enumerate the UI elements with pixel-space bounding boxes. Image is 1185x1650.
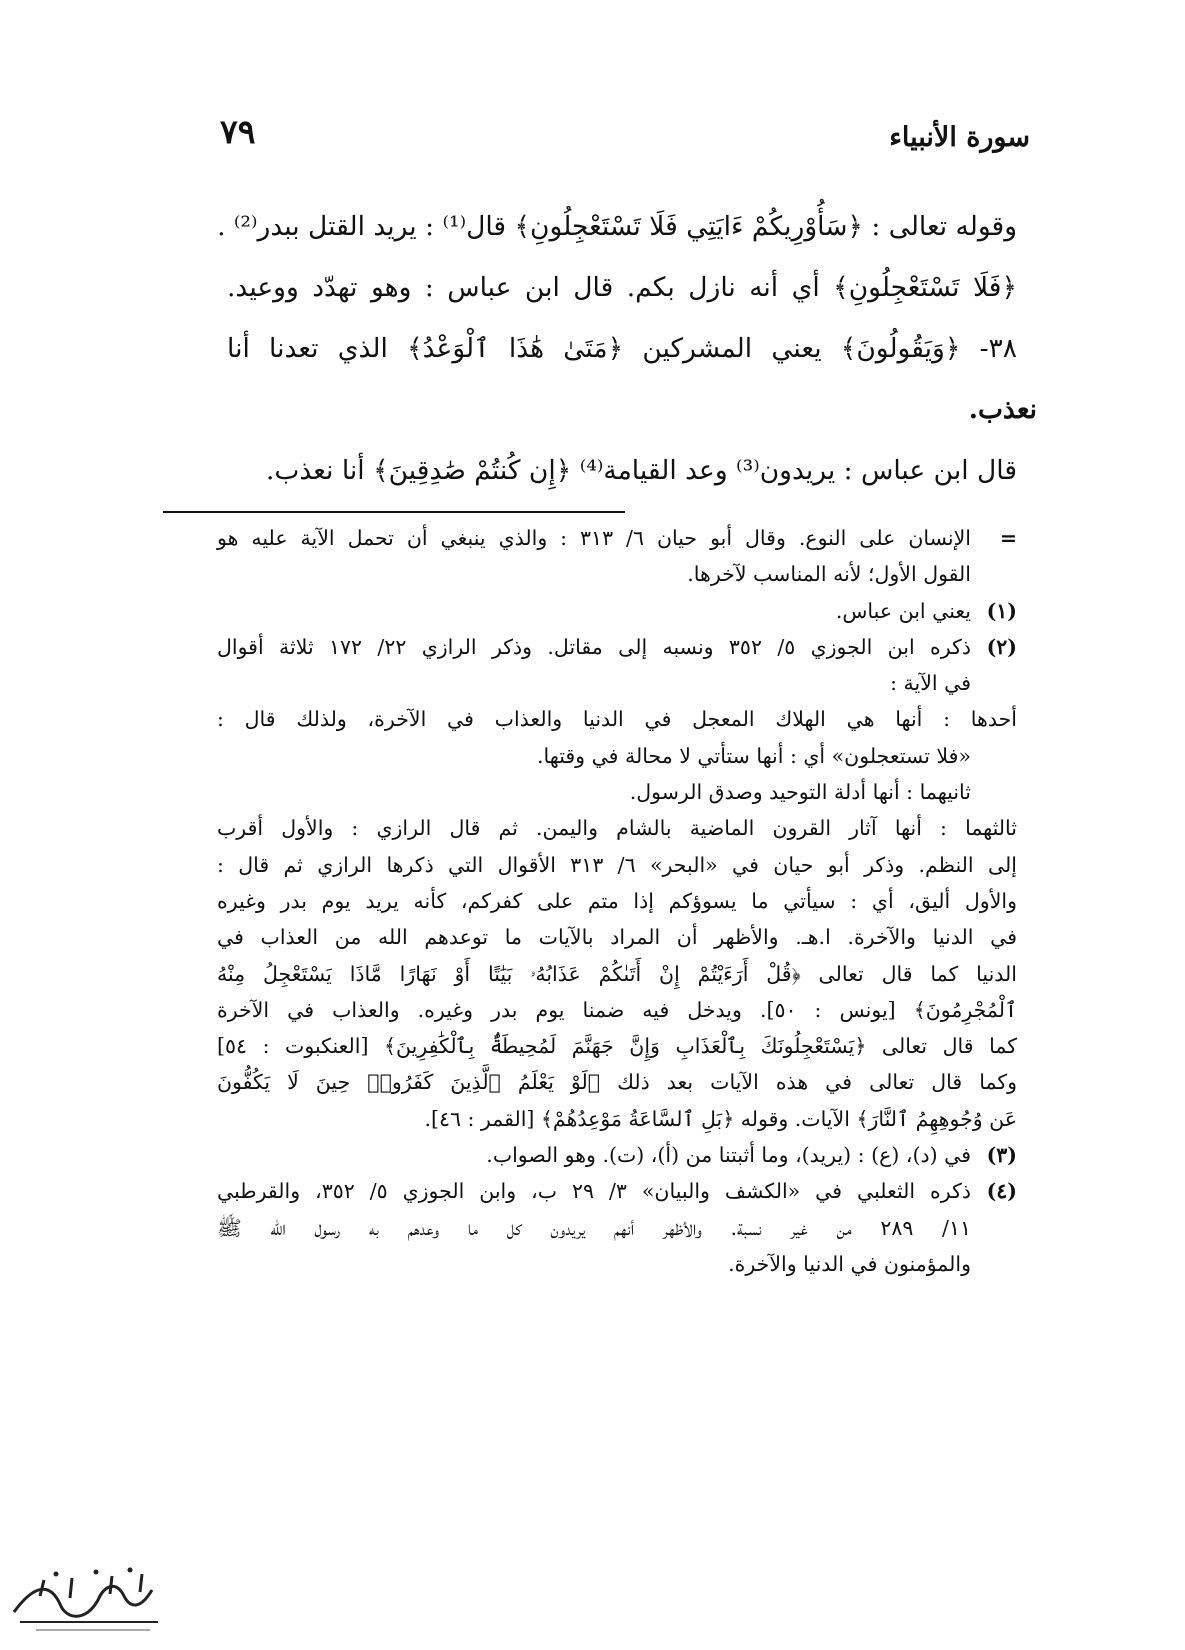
main-line: قال ابن عباس : يريدون⁽³⁾ وعد القيامة⁽⁴⁾ ﴿إِن كُنتُمْ صَٰدِقِينَ﴾ أنا نعذب. [265, 455, 1017, 486]
footnote-line: يعني ابن عباس. [835, 598, 971, 623]
footnote-line: ذكره الثعلبي في «الكشف والبيان» ٣/ ٢٩ ب، وابن الجوزي ٥/ ٣٥٢، والقرطبي [217, 1179, 971, 1204]
footnote-line: كما قال تعالى ﴿يَسْتَعْجِلُونَكَ بِٱلْعَذَابِ وَإِنَّ جَهَنَّمَ لَمُحِيطَةٌۢ بِٱلْكَٰفِرِينَ﴾ [العنكبوت : ٥٤] [217, 1034, 1017, 1059]
footnote-1 [217, 593, 1017, 629]
footnote-line: ١١/ ٢٨٩ من غير نسبة. والأظهر أنهم يريدون كل ما وعدهم به رسول الله ﷺ [217, 1215, 971, 1240]
footnote-line: ٱلْمُجْرِمُونَ﴾ [يونس : ٥٠]. ويدخل فيه ضمنا يوم بدر وغيره. والعذاب في الآخرة [217, 997, 1017, 1022]
footnote-2-body [217, 701, 1017, 1137]
footnote-line: ثانيهما : أنها أدلة التوحيد وصدق الرسول. [629, 780, 971, 805]
footnote-line: الدنيا كما قال تعالى ﴿قُلْ أَرَءَيْتُمْ إِنْ أَتَىٰكُمْ عَذَابُهُۥ بَيَٰتًا أَوْ نَهَارًا مَّاذَا يَسْتَعْجِلُ مِنْهُ [217, 961, 1017, 986]
footnote-line: وكما قال تعالى في هذه الآيات بعد ذلك ﴿لَوْ يَعْلَمُ ٱلَّذِينَ كَفَرُوا۟ حِينَ لَا يَكُفُّونَ [217, 1070, 1017, 1095]
footnote-2 [217, 629, 1017, 702]
footnote-number: (٣) [986, 1143, 1017, 1168]
footnote-line: ثالثهما : أنها آثار القرون الماضية بالشام واليمن. ثم قال الرازي : والأول أقرب [217, 816, 1017, 841]
page-number: ٧٩ [220, 112, 256, 151]
main-line: وقوله تعالى : ﴿سَأُوْرِيكُمْ ءَايَتِي فَلَا تَسْتَعْجِلُونِ﴾ قال⁽¹⁾ : يريد القتل ببدر⁽²⁾ . [217, 211, 1017, 242]
footnote-4 [217, 1173, 1017, 1282]
footnote-line: أحدها : أنها هي الهلاك المعجل في الدنيا والعذاب في الآخرة، ولذلك قال : [217, 707, 1017, 732]
footnote-3 [217, 1137, 1017, 1173]
footnote-line: عَن وُجُوهِهِمُ ٱلنَّارَ﴾ الآيات. وقوله ﴿بَلِ ٱلسَّاعَةُ مَوْعِدُهُمْ﴾ [القمر : ٤٦]. [424, 1106, 1017, 1131]
publisher-seal-logo [0, 1550, 180, 1640]
footnote-separator [163, 511, 625, 513]
main-text [217, 196, 1037, 501]
footnote-number: (١) [986, 598, 1017, 623]
surah-title: سورة الأنبياء [889, 122, 1030, 153]
footnote-line: إلى النظم. وذكر أبو حيان في «البحر» ٦/ ٣١٣ الأقوال التي ذكرها الرازي ثم قال : [217, 852, 1017, 877]
footnote-line: القول الأول؛ لأنه المناسب لآخرها. [687, 562, 971, 587]
footnote-line: في الآية : [890, 671, 971, 696]
footnotes [217, 520, 1017, 1282]
footnote-line: في (د)، (ع) : (يريد)، وما أثبتنا من (أ)، (ت). وهو الصواب. [486, 1143, 971, 1168]
footnote-line: والمؤمنون في الدنيا والآخرة. [728, 1251, 971, 1276]
main-line: نعذب. [968, 394, 1037, 425]
footnote-number: (٤) [986, 1179, 1017, 1204]
main-line: ﴿فَلَا تَسْتَعْجِلُونِ﴾ أي أنه نازل بكم. قال ابن عباس : وهو تهدّد ووعيد. [227, 272, 1017, 303]
footnote-continuation [217, 520, 1017, 593]
footnote-line: الإنسان على النوع. وقال أبو حيان ٦/ ٣١٣ : والذي ينبغي أن تحمل الآية عليه هو [217, 526, 971, 550]
footnote-line: ذكره ابن الجوزي ٥/ ٣٥٢ ونسبه إلى مقاتل. وذكر الرازي ٢٢/ ١٧٢ ثلاثة أقوال [217, 634, 971, 659]
main-line: ٣٨- ﴿وَيَقُولُونَ﴾ يعني المشركين ﴿مَتَىٰ هَٰذَا ٱلْوَعْدُ﴾ الذي تعدنا أنا [227, 333, 1017, 364]
footnote-line: «فلا تستعجلون» أي : أنها ستأتي لا محالة في وقتها. [536, 743, 971, 768]
continuation-mark: = [999, 526, 1017, 550]
footnote-number: (٢) [986, 634, 1017, 659]
footnote-line: والأول أليق، أي : سيأتي ما يسوؤكم إذا متم على كفركم، كأنه يريد يوم بدر وغيره [217, 888, 1017, 913]
footnote-line: في الدنيا والآخرة. ا.هـ. والأظهر أن المراد بالآيات ما توعدهم الله من العذاب في [217, 925, 1017, 950]
